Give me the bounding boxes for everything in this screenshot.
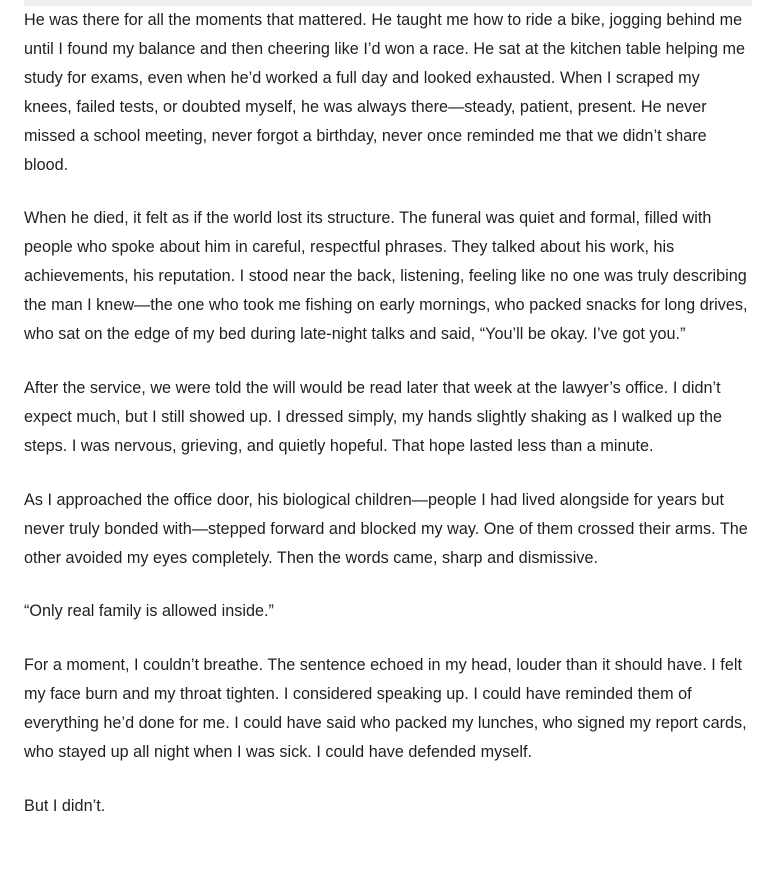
paragraph-1: He was there for all the moments that mattered. He taught me how to ride a bike, jogging behind me until I found my balance and then cheering like I’d won a race. He sat at the kitchen table helping me study for exams, even when he’d worked a full day and looked exhausted. When I scraped my knees, failed tests, or doubted myself, he was always there—steady, patient, present. He never missed a school meeting, never forgot a birthday, never once reminded me that we didn’t share blood.: [24, 11, 746, 174]
paragraph-4: As I approached the office door, his biological children—people I had lived alongside for years but never truly bonded with—stepped forward and blocked my way. One of them crossed their arms. The other avoided my eyes completely. Then the words came, sharp and dismissive.: [24, 490, 748, 567]
paragraph-3: After the service, we were told the will would be read later that week at the lawyer’s office. I didn’t expect much, but I still showed up. I dressed simply, my hands slightly shaking as I walked up the steps. I was nervous, grieving, and quietly hopeful. That hope lasted less than a minute.: [24, 378, 723, 455]
paragraph-6: For a moment, I couldn’t breathe. The sentence echoed in my head, louder than it should have. I felt my face burn and my throat tighten. I considered speaking up. I could have reminded them of everything he’d done for me. I could have said who packed my lunches, who signed my report cards, who stayed up all night when I was sick. I could have defended myself.: [24, 656, 747, 762]
story-article: [24, 6, 752, 846]
paragraph-2: When he died, it felt as if the world lost its structure. The funeral was quiet and formal, filled with people who spoke about him in careful, respectful phrases. They talked about his work, his achievements, his reputation. I stood near the back, listening, feeling like no one was truly describing the man I knew—the one who took me fishing on early mornings, who packed snacks for long drives, who sat on the edge of my bed during late-night talks and said, “You’ll be okay. I’ve got you.”: [24, 209, 748, 344]
paragraph-5-quote: “Only real family is allowed inside.”: [24, 602, 274, 621]
paragraph-7: But I didn’t.: [24, 796, 106, 815]
